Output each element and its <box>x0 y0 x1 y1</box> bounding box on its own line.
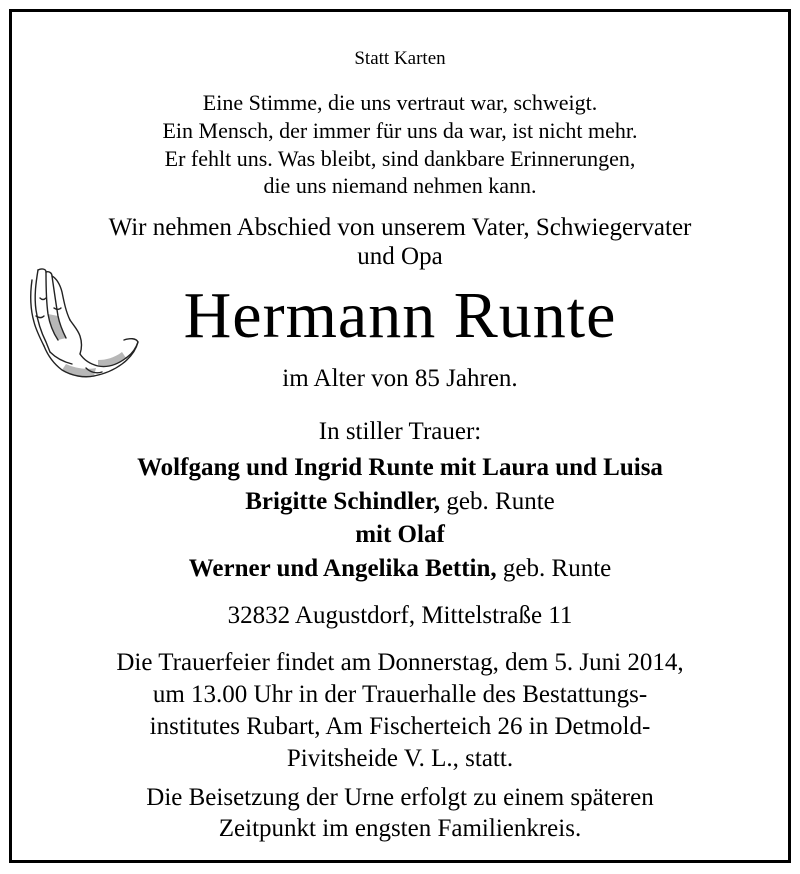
address: 32832 Augustdorf, Mittelstraße 11 <box>227 602 573 629</box>
verse-line-1: Eine Stimme, die uns vertraut war, schweigt. <box>202 90 598 115</box>
mourner-line-1: Wolfgang und Ingrid Runte mit Laura und Luisa <box>137 454 663 481</box>
ceremony-line-2: um 13.00 Uhr in der Trauerhalle des Bestattungs- <box>152 681 648 708</box>
mourners-heading: In stiller Trauer: <box>318 418 482 445</box>
mourner-name-brigitte: Brigitte Schindler, <box>245 488 441 515</box>
ceremony-line-3: institutes Rubart, Am Fischerteich 26 in Detmold- <box>149 713 651 740</box>
age-text: im Alter von 85 Jahren. <box>282 365 518 392</box>
ceremony-line-4: Pivitsheide V. L., statt. <box>286 745 514 772</box>
mourner-maiden-name-2: geb. Runte <box>496 555 612 582</box>
intro-line-2: und Opa <box>357 243 443 270</box>
verse-line-3: Er fehlt uns. Was bleibt, sind dankbare Erinnerungen, <box>164 146 636 171</box>
deceased-name: Hermann Runte <box>183 279 617 352</box>
statt-karten-label: Statt Karten <box>354 48 446 69</box>
mourner-maiden-name: geb. Runte <box>440 488 555 515</box>
mourner-name-werner: Werner und Angelika Bettin, <box>188 555 497 582</box>
burial-line-2: Zeitpunkt im engsten Familienkreis. <box>218 815 582 842</box>
mourner-line-3: mit Olaf <box>355 521 445 548</box>
mourner-line-4 <box>0 556 800 581</box>
verse-line-4: die uns niemand nehmen kann. <box>263 173 537 198</box>
burial-line-1: Die Beisetzung der Urne erfolgt zu einem späteren <box>146 784 654 811</box>
intro-line-1: Wir nehmen Abschied von unserem Vater, Schwiegervater <box>108 214 692 241</box>
ceremony-line-1: Die Trauerfeier findet am Donnerstag, dem 5. Juni 2014, <box>116 649 684 676</box>
mourner-line-2 <box>0 489 800 514</box>
verse-line-2: Ein Mensch, der immer für uns da war, ist nicht mehr. <box>162 118 638 143</box>
